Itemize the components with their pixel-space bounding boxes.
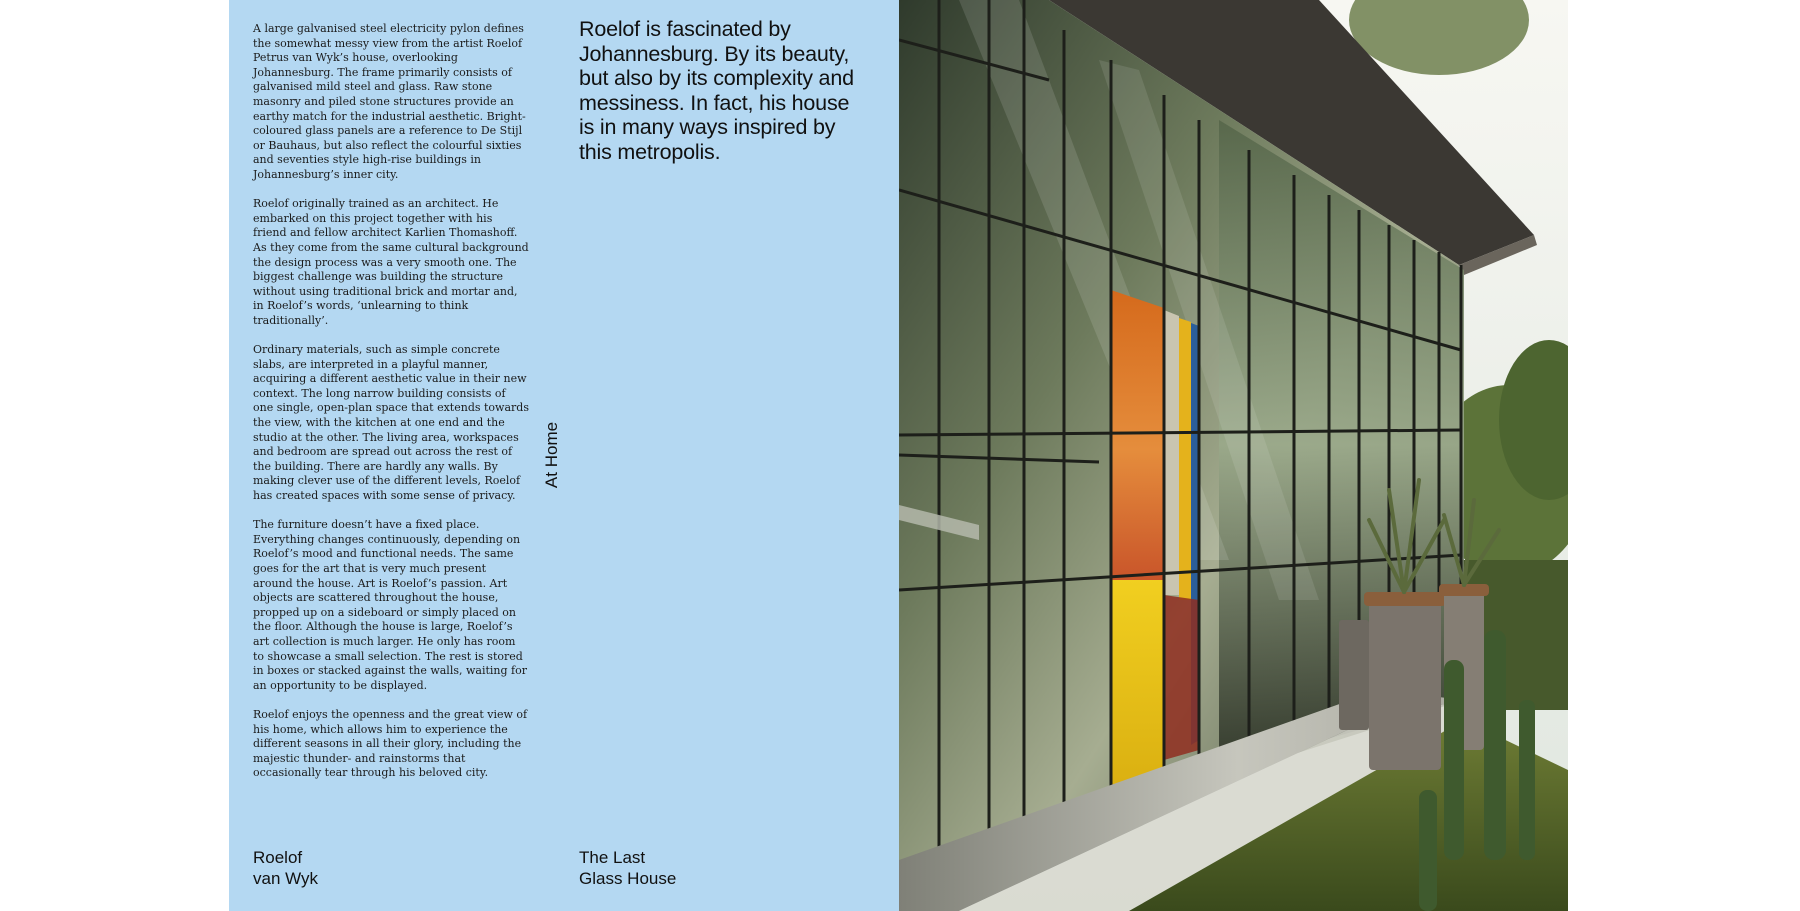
glass-house-illustration bbox=[899, 0, 1568, 911]
book-title-line-1: The Last bbox=[579, 848, 646, 867]
body-text-column bbox=[253, 22, 529, 795]
pull-quote: Roelof is fascinated by Johannesburg. By its beauty, but also by its complexity and messiness. In fact, his house is in many ways inspired by this metropolis. bbox=[579, 17, 854, 164]
body-paragraph-4: The furniture doesn’t have a fixed place. Everything changes continuously, depending on Roelof’s mood and functional needs. The same goes for the art that is very much present around the house. Art is Roelof’s passion. Art objects are scattered throughout the house, propped up on a sideboard or simply placed on the floor. Although the house is large, Roelof’s art collection is much larger. He only has room to showcase a small selection. The rest is stored in boxes or stacked against the walls, waiting for an opportunity to be displayed. bbox=[253, 518, 527, 692]
body-paragraph-3: Ordinary materials, such as simple concrete slabs, are interpreted in a playful manner, acquiring a different aesthetic value in their new context. The long narrow building consists of one single, open-plan space that extends towards the view, with the kitchen at one end and the studio at the other. The living area, workspaces and bedroom are spread out across the rest of the building. There are hardly any walls. By making clever use of the different levels, Roelof has created spaces with some sense of privacy. bbox=[253, 343, 529, 502]
section-label: At Home bbox=[542, 421, 561, 489]
book-title bbox=[579, 847, 676, 889]
body-paragraph-5: Roelof enjoys the openness and the great view of his home, which allows him to experience the different seasons in all their glory, including the majestic thunder- and rainstorms that occasionally tear through his beloved city. bbox=[253, 707, 528, 780]
author-name-line-1: Roelof bbox=[253, 848, 303, 867]
left-page bbox=[229, 0, 899, 911]
book-title-line-2: Glass House bbox=[579, 869, 677, 888]
body-paragraph-2: Roelof originally trained as an architect. He embarked on this project together with his friend and fellow architect Karlien Thomashoff. As they come from the same cultural background the design process was a very smooth one. The biggest challenge was building the structure without using traditional brick and mortar and, in Roelof’s words, ‘unlearning to think traditionally’. bbox=[253, 197, 529, 327]
author-name bbox=[253, 847, 318, 889]
author-name-line-2: van Wyk bbox=[253, 869, 319, 888]
glass-house-photo bbox=[899, 0, 1568, 911]
body-paragraph-1: A large galvanised steel electricity pylon defines the somewhat messy view from the artist Roelof Petrus van Wyk’s house, overlooking Johannesburg. The frame primarily consists of galvanised mild steel and glass. Raw stone masonry and piled stone structures provide an earthy match for the industrial aesthetic. Bright-coloured glass panels are a reference to De Stijl or Bauhaus, but also reflect the colourful sixties and seventies style high-rise buildings in Johannesburg’s inner city. bbox=[253, 22, 526, 181]
book-spread bbox=[229, 0, 1568, 911]
